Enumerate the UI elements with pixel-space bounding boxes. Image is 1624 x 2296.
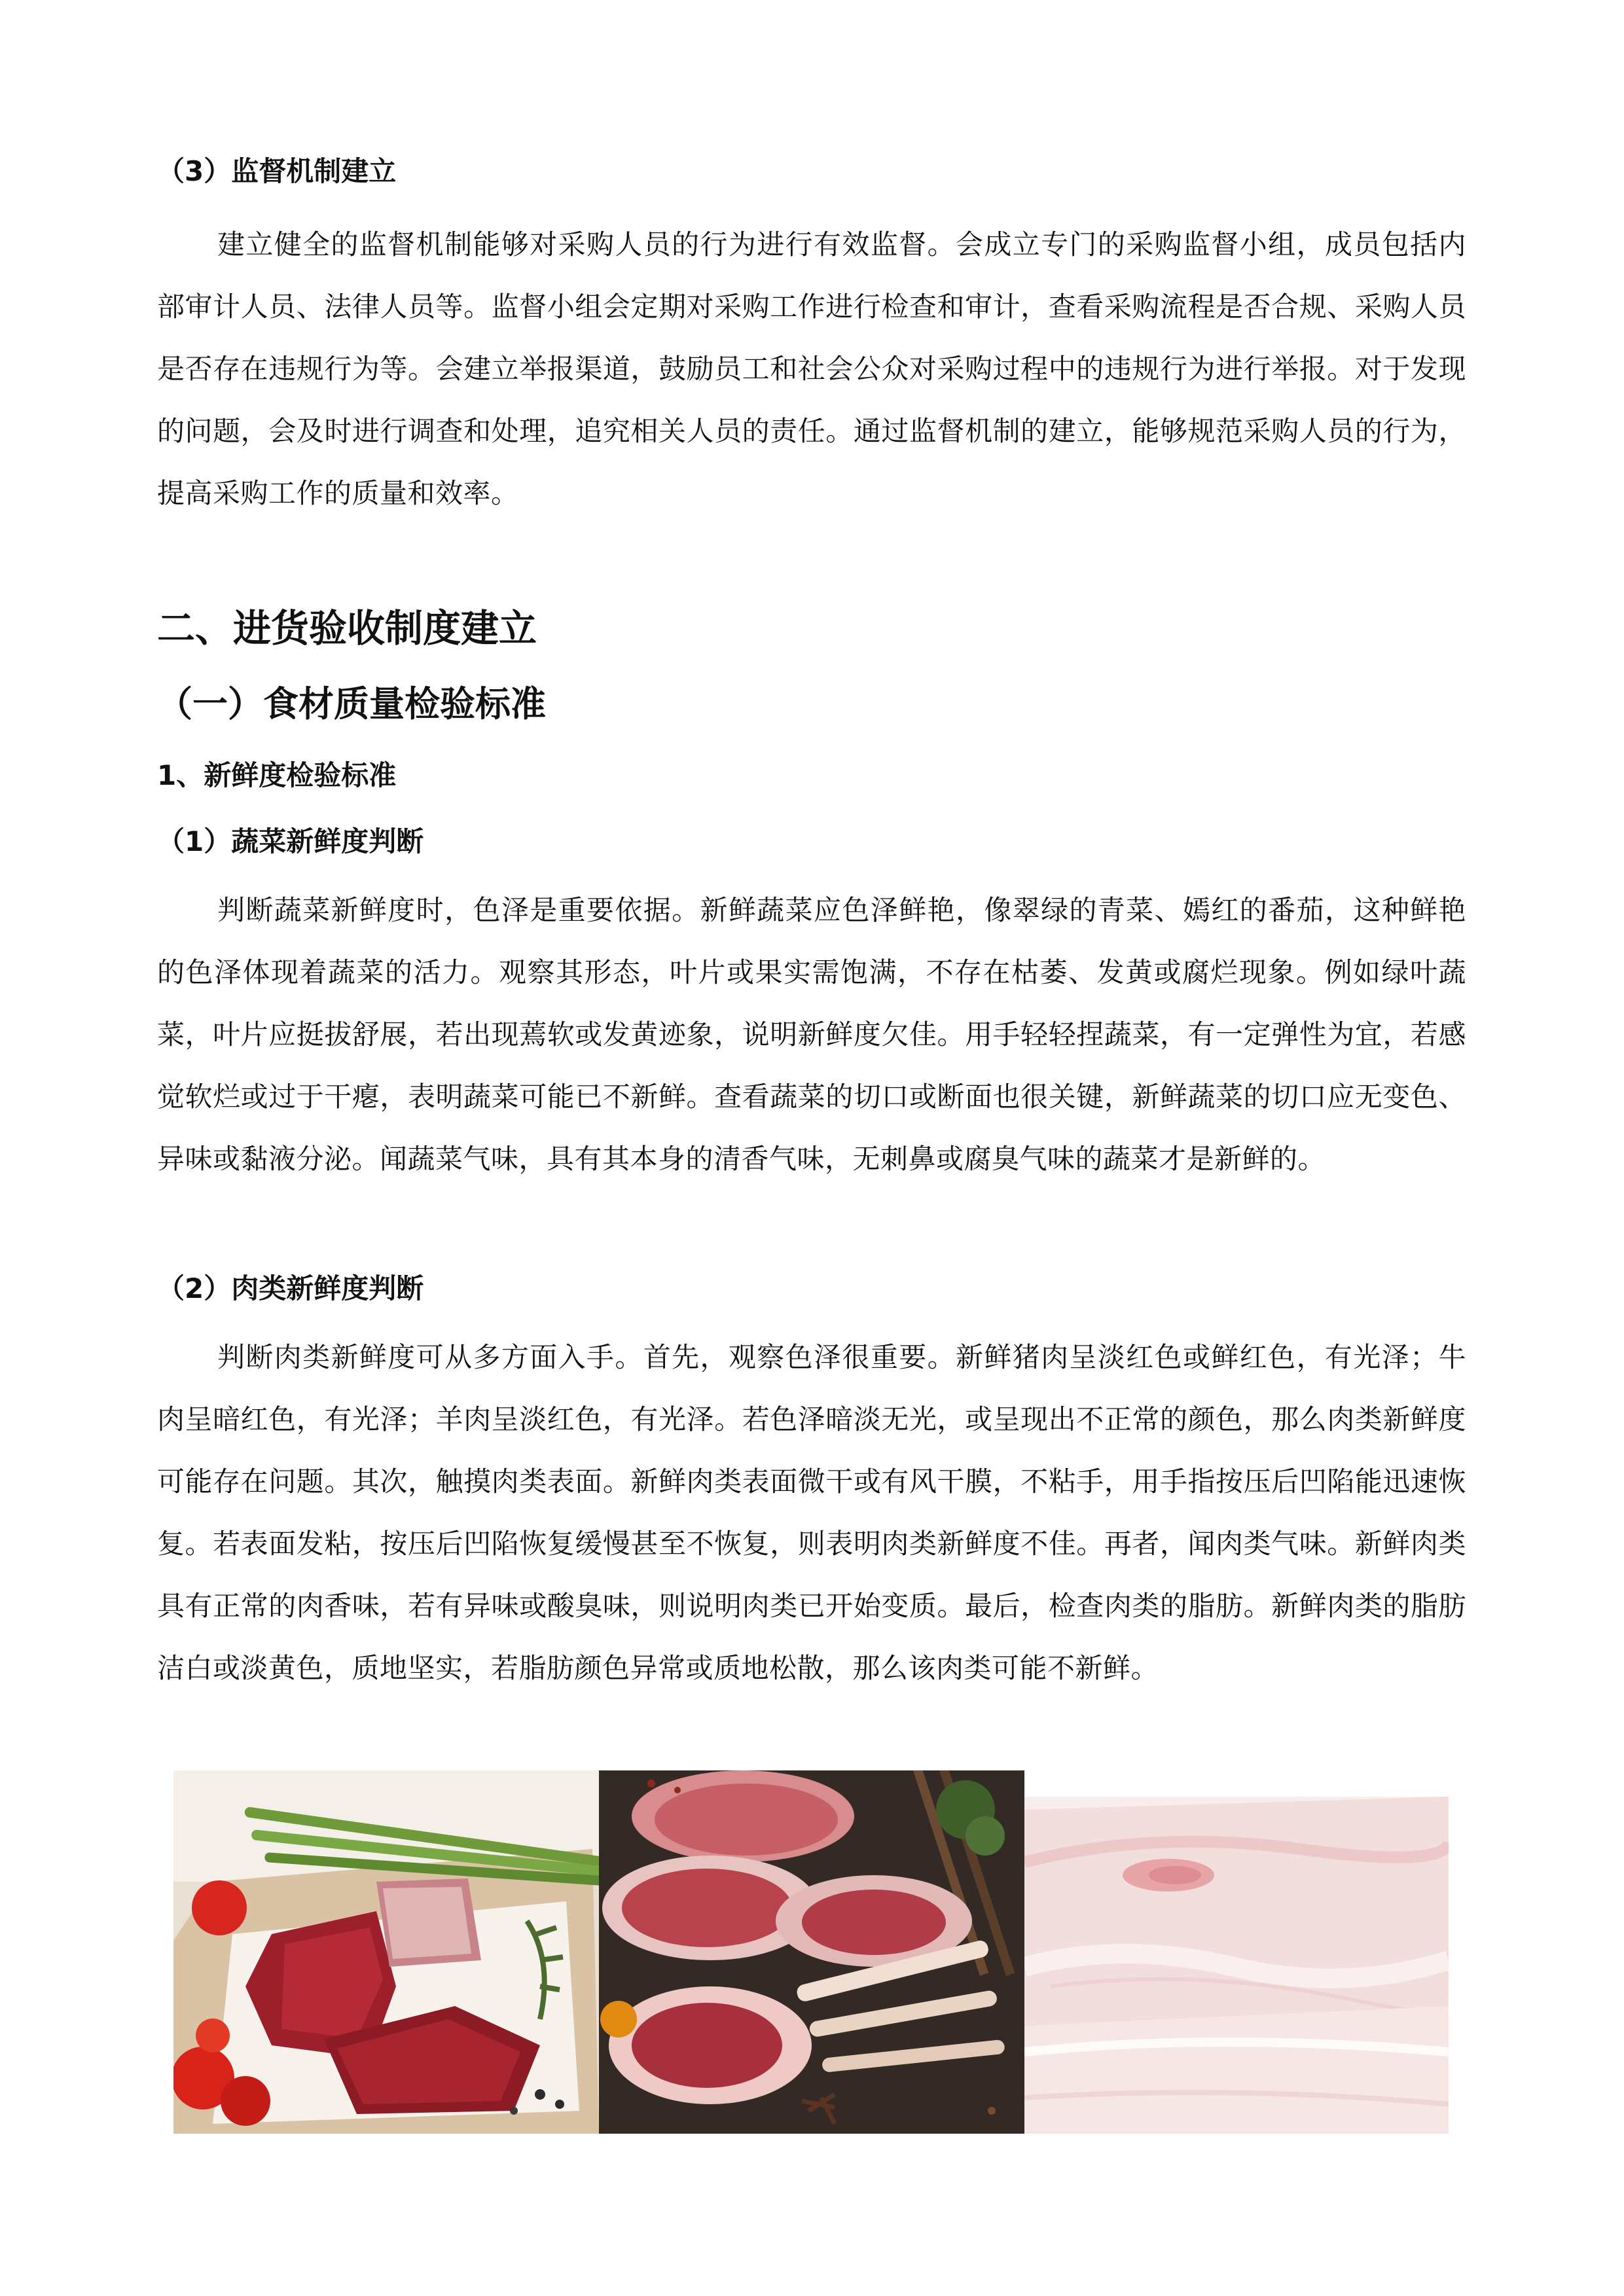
supervision-heading: （3）监督机制建立 [157,155,397,187]
chapter-heading: 二、进货验收制度建立 [157,606,537,651]
meat-freshness-heading: （2）肉类新鲜度判断 [157,1272,424,1304]
subsection-heading: 1、新鲜度检验标准 [157,759,397,791]
supervision-paragraph: 建立健全的监督机制能够对采购人员的行为进行有效监督。会成立专门的采购监督小组，成员包括内部审计人员、法律人员等。监督小组会定期对采购工作进行检查和审计，查看采购流程是否合规、采购人员是否存在违规行为等。会建立举报渠道，鼓励员工和社会公众对采购过程中的违规行为进行举报。对于发现的问题，会及时进行调查和处理，追究相关人员的责任。通过监督机制的建立，能够规范采购人员的行为，提高采购工作的质量和效率。 [157,228,1466,509]
meat-photo-strip [173,1770,1449,2134]
beef-photo [173,1770,599,2134]
vegetable-freshness-paragraph: 判断蔬菜新鲜度时，色泽是重要依据。新鲜蔬菜应色泽鲜艳，像翠绿的青菜、嫣红的番茄，这种鲜艳的色泽体现着蔬菜的活力。观察其形态，叶片或果实需饱满，不存在枯萎、发黄或腐烂现象。例如绿叶蔬菜，叶片应挺拔舒展，若出现蔫软或发黄迹象，说明新鲜度欠佳。用手轻轻捏蔬菜，有一定弹性为宜，若感觉软烂或过于干瘪，表明蔬菜可能已不新鲜。查看蔬菜的切口或断面也很关键，新鲜蔬菜的切口应无变色、异味或黏液分泌。闻蔬菜气味，具有其本身的清香气味，无刺鼻或腐臭气味的蔬菜才是新鲜的。 [157,894,1466,1175]
lamb-chops-illustration [599,1770,1024,2134]
pork-photo [1024,1770,1449,2134]
lamb-photo [599,1770,1024,2134]
beef-with-vegetables-illustration [173,1770,599,2134]
section-heading: （一）食材质量检验标准 [157,683,546,725]
pork-fat-closeup-illustration [1024,1770,1449,2134]
meat-freshness-paragraph: 判断肉类新鲜度可从多方面入手。首先，观察色泽很重要。新鲜猪肉呈淡红色或鲜红色，有光泽；牛肉呈暗红色，有光泽；羊肉呈淡红色，有光泽。若色泽暗淡无光，或呈现出不正常的颜色，那么肉类新鲜度可能存在问题。其次，触摸肉类表面。新鲜肉类表面微干或有风干膜，不粘手，用手指按压后凹陷能迅速恢复。若表面发粘，按压后凹陷恢复缓慢甚至不恢复，则表明肉类新鲜度不佳。再者，闻肉类气味。新鲜肉类具有正常的肉香味，若有异味或酸臭味，则说明肉类已开始变质。最后，检查肉类的脂肪。新鲜肉类的脂肪洁白或淡黄色，质地坚实，若脂肪颜色异常或质地松散，那么该肉类可能不新鲜。 [157,1341,1466,1684]
vegetable-freshness-heading: （1）蔬菜新鲜度判断 [157,825,424,857]
